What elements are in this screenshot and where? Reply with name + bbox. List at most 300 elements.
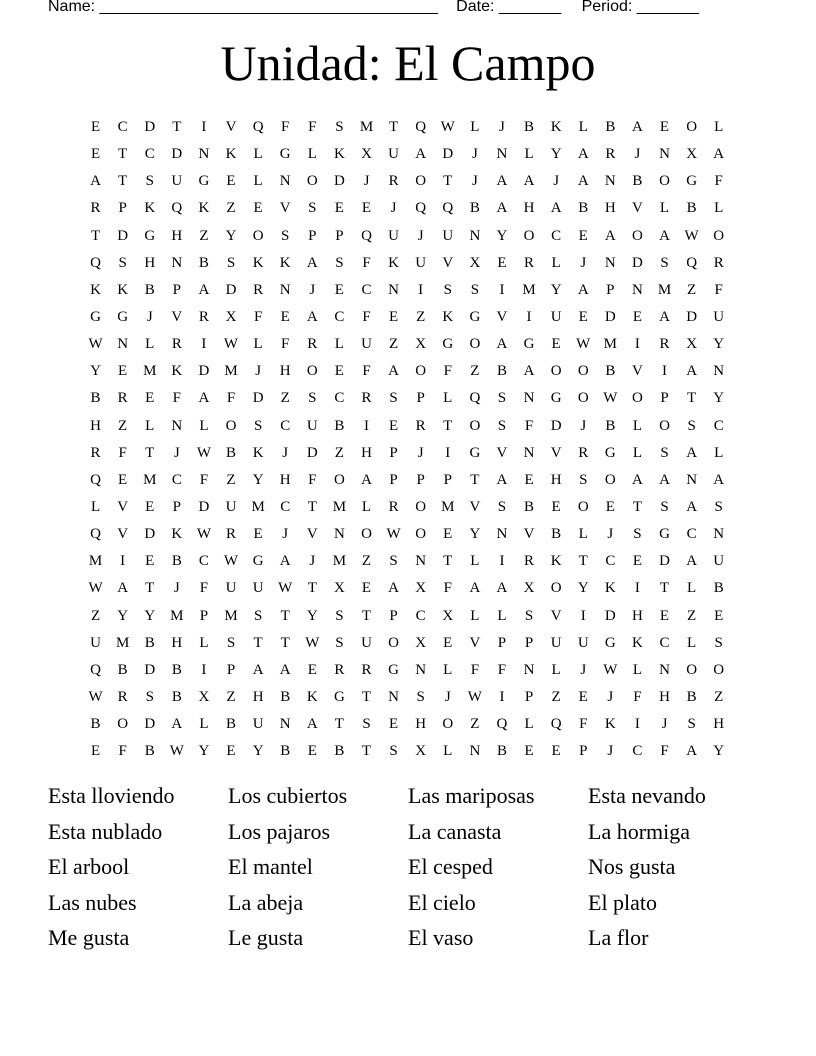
- grid-letter[interactable]: D: [604, 309, 616, 326]
- grid-letter[interactable]: M: [170, 607, 184, 624]
- grid-letter[interactable]: J: [173, 444, 180, 461]
- grid-letter[interactable]: A: [713, 146, 725, 163]
- grid-letter[interactable]: I: [201, 336, 207, 353]
- grid-letter[interactable]: P: [497, 634, 507, 651]
- grid-letter[interactable]: F: [172, 390, 181, 407]
- grid-letter[interactable]: U: [225, 580, 237, 597]
- grid-letter[interactable]: P: [524, 634, 534, 651]
- grid-letter[interactable]: H: [550, 471, 562, 488]
- grid-letter[interactable]: O: [659, 417, 670, 434]
- grid-letter[interactable]: A: [523, 363, 535, 380]
- grid-letter[interactable]: D: [550, 417, 562, 434]
- grid-letter[interactable]: A: [279, 661, 291, 678]
- grid-letter[interactable]: P: [606, 281, 615, 298]
- grid-letter[interactable]: A: [361, 471, 372, 488]
- grid-letter[interactable]: W: [603, 661, 618, 678]
- grid-letter[interactable]: K: [279, 254, 291, 271]
- grid-letter[interactable]: T: [578, 553, 588, 570]
- grid-letter[interactable]: E: [334, 281, 344, 298]
- grid-letter[interactable]: Q: [415, 119, 427, 136]
- grid-letter[interactable]: O: [415, 526, 427, 543]
- grid-letter[interactable]: L: [253, 173, 263, 190]
- grid-letter[interactable]: E: [388, 309, 399, 326]
- grid-letter[interactable]: V: [550, 607, 562, 624]
- grid-letter[interactable]: N: [171, 254, 183, 271]
- grid-letter[interactable]: U: [713, 553, 725, 570]
- grid-letter[interactable]: P: [389, 607, 398, 624]
- grid-letter[interactable]: J: [390, 200, 397, 217]
- grid-letter[interactable]: M: [251, 499, 265, 516]
- grid-letter[interactable]: A: [659, 309, 670, 326]
- grid-letter[interactable]: S: [687, 716, 696, 733]
- grid-letter[interactable]: C: [334, 309, 345, 326]
- grid-letter[interactable]: B: [686, 200, 697, 217]
- grid-letter[interactable]: O: [604, 471, 616, 488]
- grid-letter[interactable]: M: [657, 281, 672, 298]
- grid-letter[interactable]: B: [280, 689, 291, 706]
- grid-letter[interactable]: A: [686, 743, 698, 760]
- grid-letter[interactable]: U: [90, 634, 101, 651]
- grid-letter[interactable]: S: [389, 743, 398, 760]
- grid-letter[interactable]: N: [469, 227, 481, 244]
- grid-letter[interactable]: T: [687, 390, 697, 407]
- grid-letter[interactable]: V: [306, 526, 318, 543]
- grid-letter[interactable]: Z: [416, 309, 426, 326]
- grid-letter[interactable]: F: [281, 336, 290, 353]
- grid-letter[interactable]: B: [524, 499, 535, 516]
- grid-letter[interactable]: Y: [713, 743, 725, 760]
- grid-letter[interactable]: C: [198, 553, 209, 570]
- grid-letter[interactable]: F: [226, 390, 236, 407]
- grid-letter[interactable]: O: [306, 173, 318, 190]
- grid-letter[interactable]: S: [335, 119, 344, 136]
- grid-letter[interactable]: O: [550, 580, 562, 597]
- grid-letter[interactable]: F: [199, 471, 209, 488]
- grid-letter[interactable]: D: [225, 281, 237, 298]
- grid-letter[interactable]: G: [388, 661, 399, 678]
- grid-letter[interactable]: O: [225, 417, 237, 434]
- grid-letter[interactable]: P: [660, 390, 669, 407]
- grid-letter[interactable]: W: [169, 743, 184, 760]
- grid-letter[interactable]: D: [198, 499, 210, 516]
- grid-letter[interactable]: E: [226, 743, 236, 760]
- grid-letter[interactable]: V: [523, 526, 535, 543]
- grid-letter[interactable]: Z: [280, 390, 290, 407]
- grid-letter[interactable]: G: [604, 634, 616, 651]
- grid-letter[interactable]: S: [335, 254, 344, 271]
- grid-letter[interactable]: F: [443, 580, 452, 597]
- grid-letter[interactable]: A: [659, 471, 670, 488]
- grid-letter[interactable]: L: [714, 119, 724, 136]
- grid-letter[interactable]: B: [144, 634, 155, 651]
- grid-letter[interactable]: Z: [334, 444, 344, 461]
- grid-letter[interactable]: O: [577, 363, 589, 380]
- grid-letter[interactable]: S: [579, 471, 588, 488]
- grid-letter[interactable]: O: [415, 173, 427, 190]
- grid-letter[interactable]: T: [253, 634, 263, 651]
- grid-letter[interactable]: X: [469, 254, 481, 271]
- word-search-grid[interactable]: [82, 114, 732, 765]
- grid-letter[interactable]: P: [416, 471, 425, 488]
- grid-letter[interactable]: V: [550, 444, 562, 461]
- grid-letter[interactable]: I: [634, 336, 640, 353]
- grid-letter[interactable]: L: [632, 444, 642, 461]
- grid-letter[interactable]: W: [278, 580, 293, 597]
- grid-letter[interactable]: B: [632, 173, 643, 190]
- grid-letter[interactable]: P: [524, 689, 534, 706]
- grid-letter[interactable]: M: [88, 553, 103, 570]
- grid-letter[interactable]: K: [388, 254, 399, 271]
- grid-letter[interactable]: G: [659, 526, 670, 543]
- grid-letter[interactable]: N: [333, 526, 345, 543]
- grid-letter[interactable]: E: [578, 689, 588, 706]
- grid-letter[interactable]: W: [440, 119, 455, 136]
- grid-letter[interactable]: L: [551, 254, 561, 271]
- grid-letter[interactable]: O: [523, 227, 535, 244]
- grid-letter[interactable]: L: [145, 336, 155, 353]
- grid-letter[interactable]: Q: [171, 200, 183, 217]
- grid-letter[interactable]: P: [416, 390, 425, 407]
- grid-letter[interactable]: A: [496, 173, 508, 190]
- grid-letter[interactable]: Z: [361, 553, 372, 570]
- grid-letter[interactable]: J: [471, 173, 478, 190]
- grid-letter[interactable]: N: [604, 254, 616, 271]
- grid-letter[interactable]: P: [199, 607, 209, 624]
- grid-letter[interactable]: T: [334, 716, 344, 733]
- grid-letter[interactable]: O: [306, 363, 318, 380]
- grid-letter[interactable]: E: [118, 363, 128, 380]
- grid-letter[interactable]: D: [632, 254, 643, 271]
- grid-letter[interactable]: W: [88, 689, 103, 706]
- grid-letter[interactable]: U: [361, 634, 372, 651]
- grid-letter[interactable]: K: [550, 119, 562, 136]
- grid-letter[interactable]: U: [550, 634, 562, 651]
- grid-letter[interactable]: R: [226, 526, 237, 543]
- grid-letter[interactable]: B: [226, 444, 237, 461]
- grid-letter[interactable]: O: [252, 227, 264, 244]
- grid-letter[interactable]: P: [579, 743, 588, 760]
- grid-letter[interactable]: A: [632, 119, 643, 136]
- grid-letter[interactable]: N: [198, 146, 210, 163]
- grid-letter[interactable]: U: [388, 146, 399, 163]
- grid-letter[interactable]: Q: [550, 716, 562, 733]
- grid-letter[interactable]: K: [198, 200, 210, 217]
- grid-letter[interactable]: L: [578, 119, 588, 136]
- grid-letter[interactable]: N: [632, 281, 643, 298]
- grid-letter[interactable]: Y: [713, 336, 725, 353]
- grid-letter[interactable]: C: [632, 743, 643, 760]
- grid-letter[interactable]: J: [471, 146, 478, 163]
- grid-letter[interactable]: P: [172, 499, 181, 516]
- grid-letter[interactable]: R: [524, 553, 535, 570]
- grid-letter[interactable]: L: [714, 444, 724, 461]
- grid-letter[interactable]: O: [686, 661, 698, 678]
- grid-letter[interactable]: S: [335, 634, 344, 651]
- grid-letter[interactable]: O: [686, 119, 698, 136]
- grid-letter[interactable]: K: [604, 716, 616, 733]
- grid-letter[interactable]: D: [686, 309, 698, 326]
- grid-letter[interactable]: F: [362, 254, 371, 271]
- grid-letter[interactable]: Q: [90, 526, 101, 543]
- grid-letter[interactable]: O: [415, 499, 427, 516]
- grid-letter[interactable]: F: [362, 309, 371, 326]
- grid-letter[interactable]: F: [714, 281, 723, 298]
- grid-letter[interactable]: R: [415, 417, 426, 434]
- grid-letter[interactable]: O: [659, 173, 670, 190]
- grid-letter[interactable]: E: [524, 743, 534, 760]
- grid-letter[interactable]: T: [145, 580, 155, 597]
- grid-letter[interactable]: I: [580, 607, 586, 624]
- grid-letter[interactable]: L: [524, 716, 534, 733]
- grid-letter[interactable]: D: [144, 119, 156, 136]
- grid-letter[interactable]: H: [279, 471, 291, 488]
- grid-letter[interactable]: P: [335, 227, 344, 244]
- grid-letter[interactable]: L: [687, 580, 697, 597]
- grid-letter[interactable]: Z: [226, 471, 236, 488]
- grid-letter[interactable]: Z: [226, 200, 236, 217]
- grid-letter[interactable]: X: [225, 309, 237, 326]
- grid-letter[interactable]: S: [660, 254, 669, 271]
- grid-letter[interactable]: E: [632, 309, 642, 326]
- grid-letter[interactable]: E: [497, 254, 507, 271]
- grid-letter[interactable]: F: [281, 119, 290, 136]
- grid-letter[interactable]: B: [334, 743, 345, 760]
- grid-letter[interactable]: J: [173, 580, 180, 597]
- grid-letter[interactable]: S: [660, 444, 669, 461]
- grid-letter[interactable]: Q: [90, 254, 101, 271]
- grid-letter[interactable]: G: [469, 444, 481, 461]
- grid-letter[interactable]: A: [198, 390, 210, 407]
- grid-letter[interactable]: T: [443, 553, 453, 570]
- grid-letter[interactable]: K: [117, 281, 129, 298]
- grid-letter[interactable]: T: [145, 444, 155, 461]
- grid-letter[interactable]: B: [226, 716, 237, 733]
- grid-letter[interactable]: Q: [469, 390, 481, 407]
- grid-letter[interactable]: Y: [550, 281, 562, 298]
- grid-letter[interactable]: I: [634, 580, 640, 597]
- grid-letter[interactable]: M: [603, 336, 617, 353]
- grid-letter[interactable]: L: [253, 336, 263, 353]
- grid-letter[interactable]: L: [307, 146, 317, 163]
- grid-letter[interactable]: T: [470, 471, 480, 488]
- grid-letter[interactable]: S: [470, 281, 480, 298]
- grid-letter[interactable]: P: [308, 227, 317, 244]
- grid-letter[interactable]: E: [659, 607, 670, 624]
- grid-letter[interactable]: Y: [306, 607, 318, 624]
- grid-letter[interactable]: O: [632, 390, 643, 407]
- grid-letter[interactable]: T: [361, 689, 372, 706]
- grid-letter[interactable]: Z: [226, 689, 236, 706]
- grid-letter[interactable]: Y: [550, 146, 562, 163]
- grid-letter[interactable]: T: [90, 227, 101, 244]
- grid-letter[interactable]: V: [469, 634, 481, 651]
- grid-letter[interactable]: Z: [714, 689, 724, 706]
- grid-letter[interactable]: C: [334, 390, 345, 407]
- grid-letter[interactable]: T: [361, 607, 372, 624]
- grid-letter[interactable]: M: [143, 471, 157, 488]
- grid-letter[interactable]: X: [415, 634, 427, 651]
- grid-letter[interactable]: X: [198, 689, 210, 706]
- grid-letter[interactable]: E: [118, 471, 128, 488]
- grid-letter[interactable]: E: [145, 553, 155, 570]
- grid-letter[interactable]: R: [90, 444, 101, 461]
- grid-letter[interactable]: L: [199, 716, 209, 733]
- grid-letter[interactable]: S: [497, 499, 507, 516]
- grid-letter[interactable]: E: [578, 227, 588, 244]
- grid-letter[interactable]: A: [117, 580, 129, 597]
- grid-letter[interactable]: I: [526, 309, 532, 326]
- grid-letter[interactable]: J: [580, 661, 587, 678]
- grid-letter[interactable]: N: [415, 553, 427, 570]
- grid-letter[interactable]: A: [496, 580, 508, 597]
- grid-letter[interactable]: R: [713, 254, 724, 271]
- grid-letter[interactable]: A: [550, 200, 562, 217]
- grid-letter[interactable]: X: [333, 580, 345, 597]
- grid-letter[interactable]: K: [604, 580, 616, 597]
- grid-letter[interactable]: E: [280, 309, 290, 326]
- grid-letter[interactable]: J: [661, 716, 668, 733]
- grid-letter[interactable]: A: [523, 173, 535, 190]
- grid-letter[interactable]: O: [577, 499, 589, 516]
- grid-letter[interactable]: V: [632, 363, 643, 380]
- grid-letter[interactable]: S: [145, 173, 154, 190]
- grid-letter[interactable]: J: [282, 526, 289, 543]
- grid-letter[interactable]: B: [198, 254, 209, 271]
- grid-letter[interactable]: H: [604, 200, 616, 217]
- grid-letter[interactable]: N: [279, 173, 291, 190]
- grid-letter[interactable]: M: [522, 281, 536, 298]
- grid-letter[interactable]: G: [117, 309, 129, 326]
- grid-letter[interactable]: H: [252, 689, 264, 706]
- grid-letter[interactable]: T: [118, 146, 128, 163]
- grid-letter[interactable]: F: [633, 689, 642, 706]
- grid-letter[interactable]: S: [497, 417, 507, 434]
- grid-letter[interactable]: H: [713, 716, 725, 733]
- grid-letter[interactable]: R: [361, 390, 372, 407]
- grid-letter[interactable]: V: [117, 526, 129, 543]
- grid-letter[interactable]: A: [388, 580, 399, 597]
- grid-letter[interactable]: F: [524, 417, 534, 434]
- grid-letter[interactable]: E: [90, 146, 101, 163]
- grid-letter[interactable]: A: [686, 363, 698, 380]
- grid-letter[interactable]: P: [443, 471, 452, 488]
- period-field[interactable]: [582, 0, 699, 17]
- grid-letter[interactable]: S: [308, 200, 317, 217]
- grid-letter[interactable]: A: [577, 281, 589, 298]
- grid-letter[interactable]: O: [361, 526, 372, 543]
- grid-letter[interactable]: T: [280, 634, 290, 651]
- grid-letter[interactable]: A: [686, 444, 698, 461]
- grid-letter[interactable]: G: [550, 390, 562, 407]
- grid-letter[interactable]: U: [415, 254, 427, 271]
- grid-letter[interactable]: V: [496, 309, 508, 326]
- grid-letter[interactable]: E: [307, 743, 317, 760]
- grid-letter[interactable]: D: [144, 716, 156, 733]
- grid-letter[interactable]: J: [499, 119, 505, 136]
- grid-letter[interactable]: C: [144, 146, 155, 163]
- grid-letter[interactable]: P: [118, 200, 127, 217]
- grid-letter[interactable]: C: [605, 553, 616, 570]
- grid-letter[interactable]: O: [117, 716, 129, 733]
- grid-letter[interactable]: N: [496, 146, 508, 163]
- grid-letter[interactable]: D: [171, 146, 183, 163]
- grid-letter[interactable]: B: [578, 200, 589, 217]
- grid-letter[interactable]: I: [499, 689, 505, 706]
- grid-letter[interactable]: Y: [144, 607, 156, 624]
- grid-letter[interactable]: A: [171, 716, 183, 733]
- grid-letter[interactable]: N: [713, 363, 725, 380]
- grid-letter[interactable]: F: [253, 309, 263, 326]
- grid-letter[interactable]: L: [659, 200, 670, 217]
- grid-letter[interactable]: E: [226, 173, 236, 190]
- grid-letter[interactable]: G: [252, 553, 264, 570]
- grid-letter[interactable]: L: [443, 661, 453, 678]
- grid-letter[interactable]: C: [415, 607, 426, 624]
- grid-letter[interactable]: M: [359, 119, 374, 136]
- grid-letter[interactable]: K: [225, 146, 237, 163]
- grid-letter[interactable]: A: [252, 661, 264, 678]
- grid-letter[interactable]: E: [253, 200, 263, 217]
- grid-letter[interactable]: S: [226, 254, 236, 271]
- grid-letter[interactable]: B: [469, 200, 480, 217]
- grid-letter[interactable]: F: [308, 119, 317, 136]
- grid-letter[interactable]: S: [389, 390, 398, 407]
- grid-letter[interactable]: H: [361, 444, 372, 461]
- grid-letter[interactable]: L: [470, 119, 480, 136]
- grid-letter[interactable]: W: [88, 336, 103, 353]
- grid-letter[interactable]: U: [252, 580, 264, 597]
- grid-letter[interactable]: S: [253, 607, 263, 624]
- grid-letter[interactable]: B: [171, 689, 182, 706]
- grid-letter[interactable]: H: [90, 417, 101, 434]
- grid-letter[interactable]: H: [144, 254, 156, 271]
- grid-letter[interactable]: G: [523, 336, 535, 353]
- grid-letter[interactable]: F: [579, 716, 588, 733]
- grid-letter[interactable]: D: [252, 390, 264, 407]
- grid-letter[interactable]: R: [578, 444, 589, 461]
- grid-letter[interactable]: E: [524, 471, 534, 488]
- grid-letter[interactable]: S: [416, 689, 425, 706]
- grid-letter[interactable]: B: [171, 661, 182, 678]
- grid-letter[interactable]: N: [659, 146, 670, 163]
- grid-letter[interactable]: M: [143, 363, 157, 380]
- date-field[interactable]: [456, 0, 561, 17]
- grid-letter[interactable]: A: [577, 173, 589, 190]
- grid-letter[interactable]: K: [252, 254, 264, 271]
- grid-letter[interactable]: F: [118, 444, 127, 461]
- grid-letter[interactable]: O: [713, 661, 725, 678]
- grid-letter[interactable]: K: [306, 689, 318, 706]
- grid-letter[interactable]: A: [496, 471, 508, 488]
- grid-letter[interactable]: K: [442, 309, 454, 326]
- grid-letter[interactable]: J: [146, 309, 153, 326]
- grid-letter[interactable]: D: [144, 526, 156, 543]
- grid-letter[interactable]: W: [223, 553, 239, 570]
- grid-letter[interactable]: C: [361, 281, 372, 298]
- grid-letter[interactable]: U: [306, 417, 318, 434]
- grid-letter[interactable]: K: [90, 281, 101, 298]
- grid-letter[interactable]: J: [580, 417, 587, 434]
- grid-letter[interactable]: W: [603, 390, 618, 407]
- grid-letter[interactable]: T: [307, 580, 317, 597]
- grid-letter[interactable]: Z: [118, 417, 128, 434]
- grid-letter[interactable]: S: [389, 553, 398, 570]
- grid-letter[interactable]: Z: [470, 363, 480, 380]
- grid-letter[interactable]: S: [633, 526, 642, 543]
- grid-letter[interactable]: V: [469, 499, 481, 516]
- grid-letter[interactable]: O: [550, 363, 562, 380]
- grid-letter[interactable]: L: [90, 499, 101, 516]
